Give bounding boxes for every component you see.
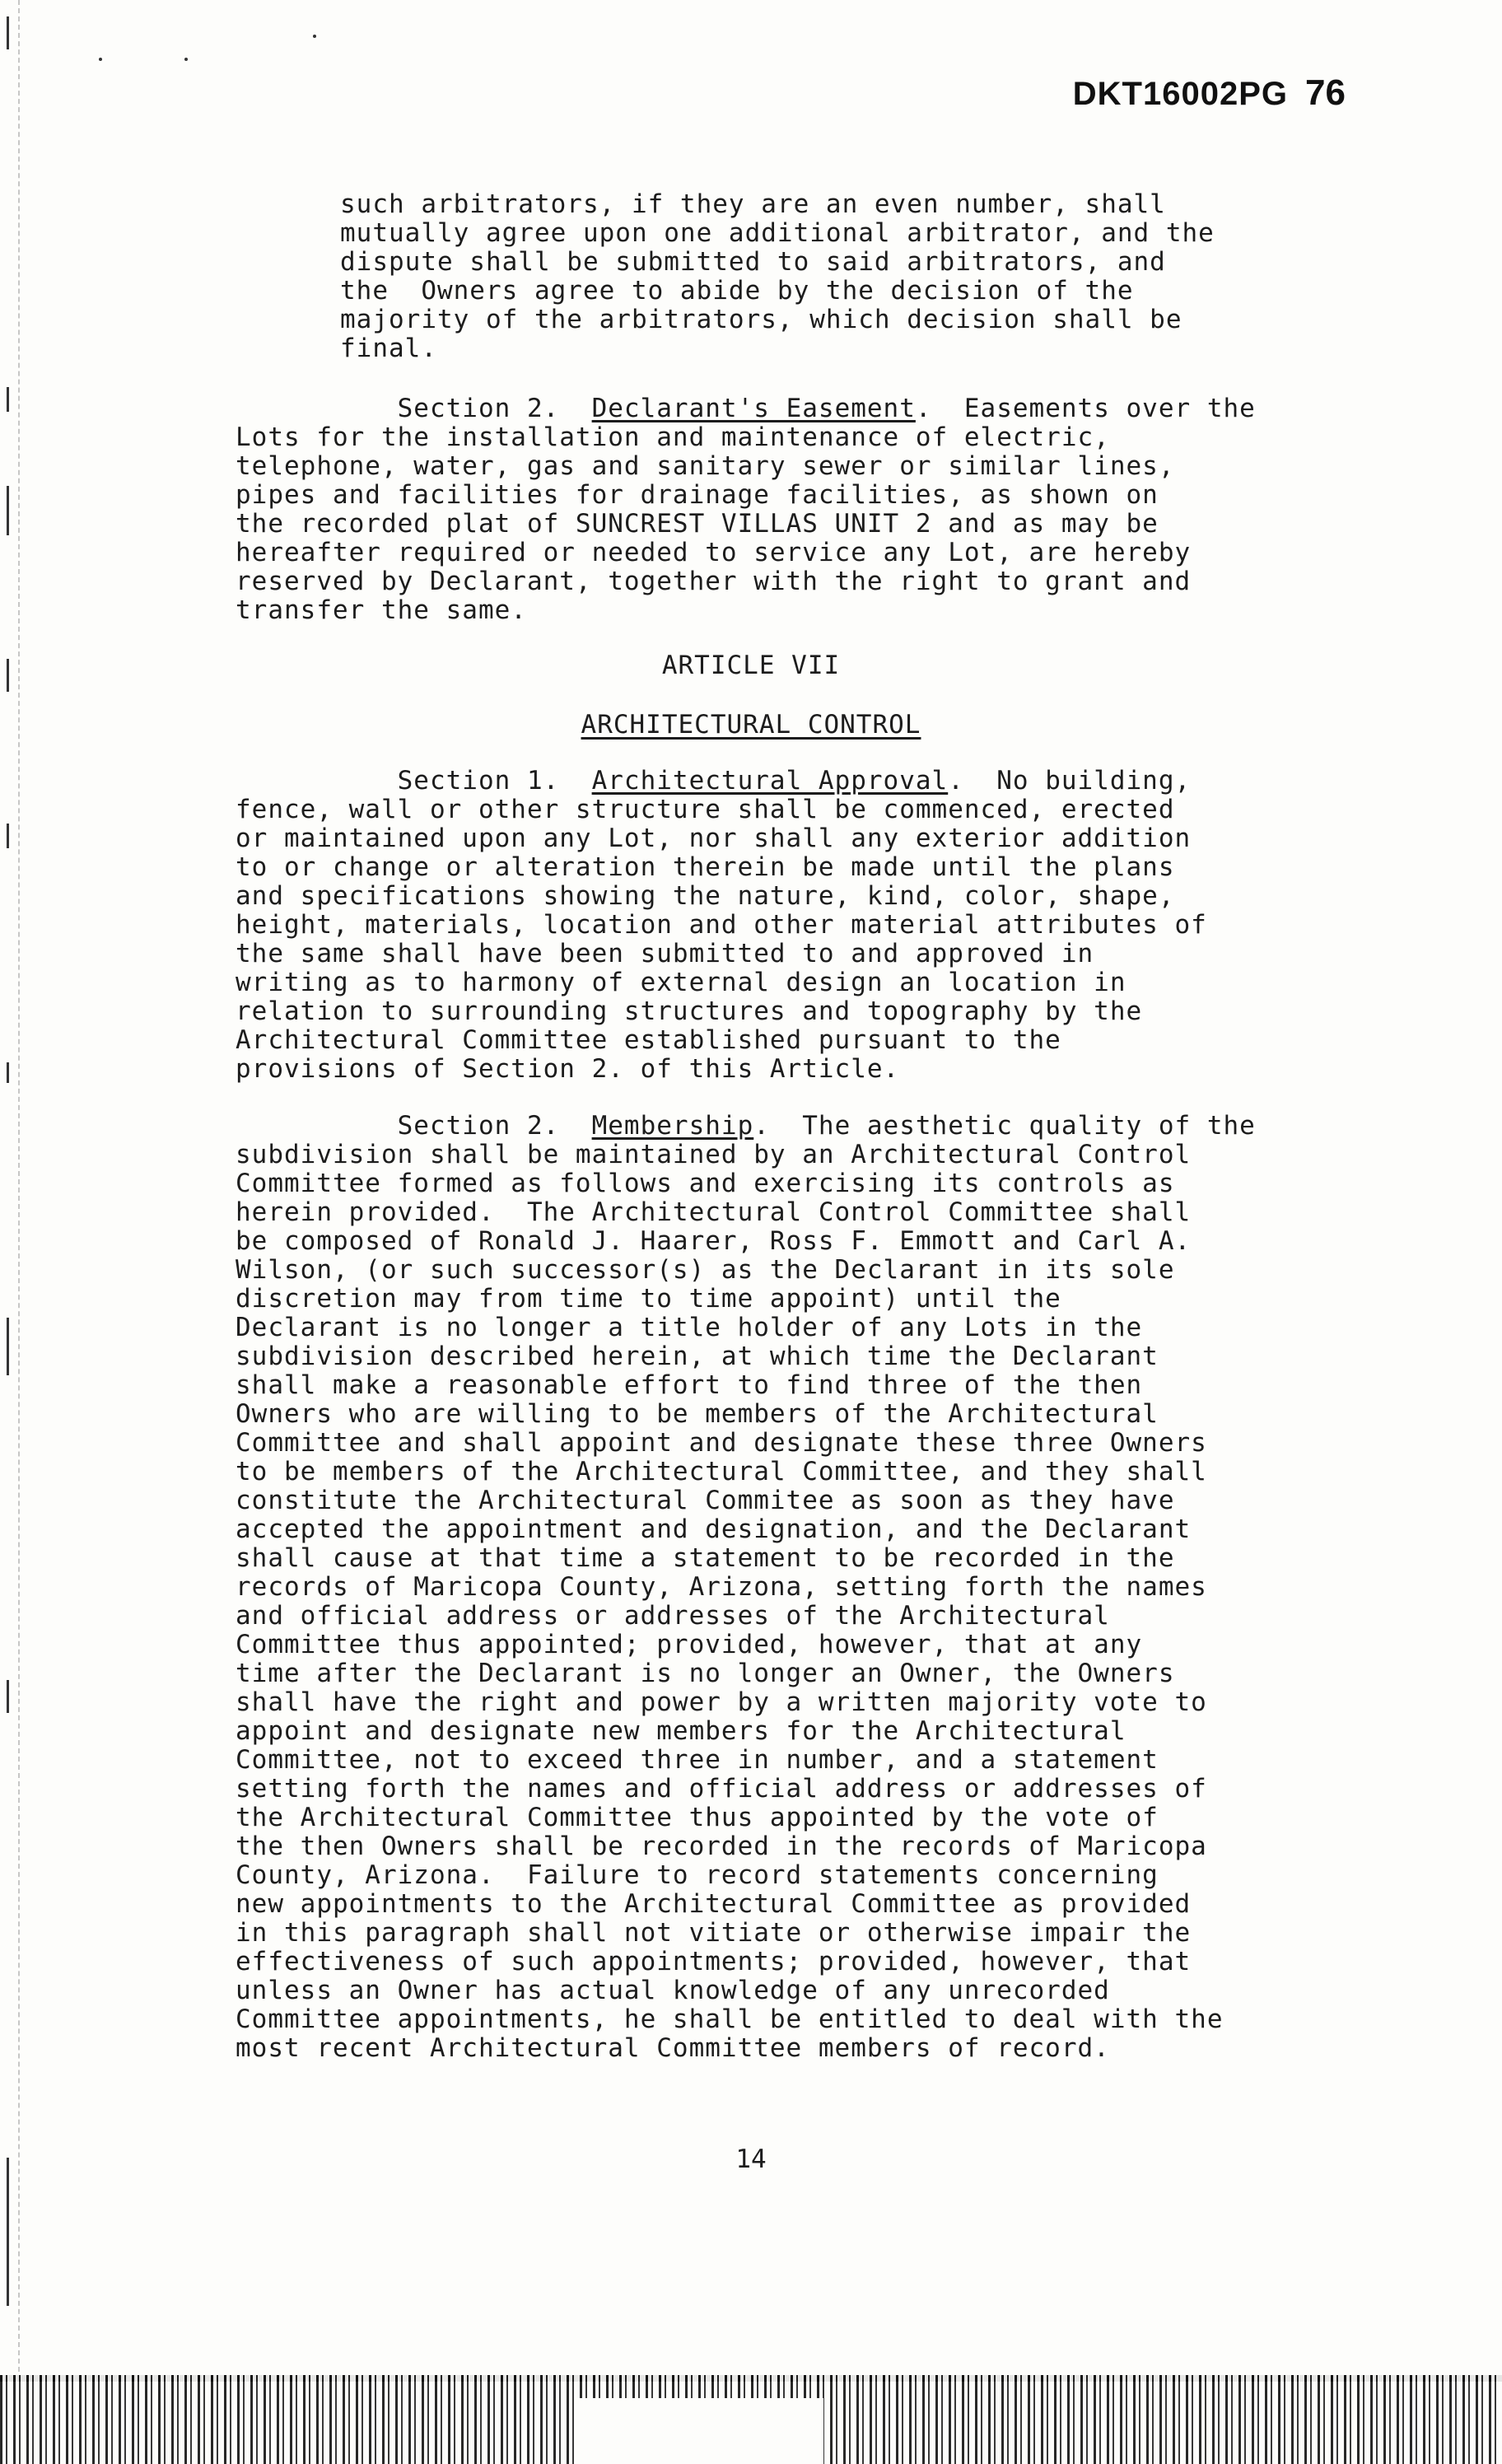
scan-dot — [313, 35, 316, 38]
section-title: Architectural Approval — [591, 766, 949, 796]
scan-mark — [7, 2158, 9, 2306]
section-label: Section 2. — [236, 1111, 592, 1141]
scan-bottom-gap — [576, 2398, 823, 2464]
paragraph-declarants-easement — [236, 394, 1256, 625]
paragraph-membership — [236, 1112, 1256, 2063]
scan-mark — [7, 387, 9, 412]
section-body: . The aesthetic quality of the subdivision shall be maintained by an Architectural Control Committee formed as follows and exercising its controls as herein provided. The Architectural Control Committee shall be composed of Ronald J. Haarer, Ross F. Emmott and Carl A. Wilson, (or such successor(s) as the Declarant in its sole discretion may from time to time appoint) until the Declarant is no longer a title holder of any Lots in the subdivision described herein, at which time the Declarant shall make a reasonable effort to find three of the then Owners who are willing to be members of the Architectural Committee and shall appoint and designate these three Owners to be members of the Architectural Committee, and they shall constitute the Architectural Commitee as soon as they have accepted the appointment and designation, and the Declarant shall cause at that time a statement to be recorded in the records of Maricopa County, Arizona, setting forth the names and official address or addresses of the Architectural Committee thus appointed; provided, however, that at any time after the Declarant is no longer an Owner, the Owners shall have the right and power by a written majority vote to appoint and designate new members for the Architectural Committee, not to exceed three in number, and a statement setting forth the names and official address or addresses of the Architectural Committee thus appointed by the vote of the then Owners shall be recorded in the records of Maricopa County, Arizona. Failure to record statements concerning new appointments to the Architectural Committee as provided in this paragraph shall not vitiate or otherwise impair the effectiveness of such appointments; provided, however, that unless an Owner has actual knowledge of any unrecorded Committee appointments, he shall be entitled to deal with the most recent Architectural Committee members of record. — [236, 1111, 1256, 2063]
article-title: ARCHITECTURAL CONTROL — [581, 710, 921, 740]
recording-page-number: 76 — [1305, 72, 1346, 113]
scan-mark — [7, 824, 9, 848]
scan-dot — [184, 58, 188, 61]
scan-dot — [99, 58, 102, 61]
section-label: Section 1. — [236, 766, 592, 796]
section-body: . No building, fence, wall or other structure shall be commenced, erected or maintained upon any Lot, nor shall any exterior addition to or change or alteration therein be made until the plans and specifications showing the nature, kind, color, shape, height, materials, location and other material attributes of the same shall have been submitted to and approved in writing as to harmony of external design an location in relation to surrounding structures and topography by the Architectural Committee established pursuant to the provisions of Section 2. of this Article. — [236, 766, 1207, 1084]
section-body: . Easements over the Lots for the installation and maintenance of electric, telephone, water, gas and sanitary sewer or similar lines, pipes and facilities for drainage facilities, as shown on the recorded plat of SUNCREST VILLAS UNIT 2 and as may be hereafter required or needed to service any Lot, are hereby reserved by Declarant, together with the right to grant and transfer the same. — [236, 394, 1256, 625]
scan-mark — [7, 1062, 9, 1083]
scan-left-edge — [0, 0, 20, 2372]
page-number: 14 — [735, 2144, 767, 2174]
scan-mark — [7, 1680, 9, 1713]
scan-mark — [7, 16, 9, 49]
recording-reference: DKT16002PG — [1072, 76, 1288, 112]
section-title: Membership — [591, 1111, 754, 1141]
paragraph-architectural-approval — [236, 767, 1207, 1084]
scan-mark — [7, 486, 9, 535]
paragraph-arbitrators: such arbitrators, if they are an even number, shall mutually agree upon one additional arbitrator, and the dispute shall be submitted to said arbitrators, and the Owners agree to abide by the decision of the majority of the arbitrators, which decision shall be final. — [340, 189, 1215, 363]
section-label: Section 2. — [236, 394, 592, 423]
article-number: ARTICLE VII — [661, 651, 841, 680]
scan-mark — [7, 1318, 9, 1375]
section-title: Declarant's Easement — [591, 394, 916, 423]
